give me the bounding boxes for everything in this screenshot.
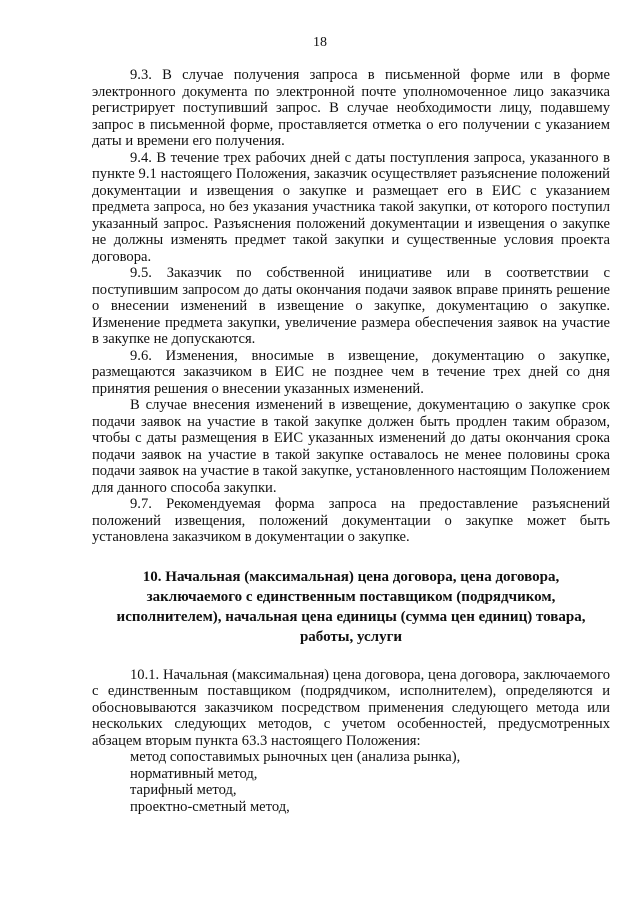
paragraph-9-7: 9.7. Рекомендуемая форма запроса на предоставление разъяснений положений извещения, положений документации о закупке может быть установлена заказчиком в документации о закупке.	[92, 496, 610, 545]
document-body	[92, 67, 610, 815]
section-10-heading: 10. Начальная (максимальная) цена договора, цена договора, заключаемого с единственным поставщиком (подрядчиком, исполнителем), начальная цена единицы (сумма цен единиц) товара, работы, услуги	[116, 568, 586, 645]
page-number: 18	[313, 35, 327, 50]
paragraph-9-3: 9.3. В случае получения запроса в письменной форме или в форме электронного документа по электронной почте уполномоченное лицо заказчика регистрирует поступивший запрос. В случае необходимости лицу, подавшему запрос в письменной форме, проставляется отметка о его получении с указанием даты и времени его получения.	[92, 67, 610, 149]
paragraph-10-1: 10.1. Начальная (максимальная) цена договора, цена договора, заключаемого с единственным поставщиком (подрядчиком, исполнителем), определяются и обосновываются заказчиком посредством применения следующего метода или нескольких следующих методов, с учетом особенностей, предусмотренных абзацем вторым пункта 63.3 настоящего Положения:	[92, 666, 610, 749]
list-item: нормативный метод,	[130, 765, 258, 782]
paragraph-9-6-continued: В случае внесения изменений в извещение, документацию о закупке срок подачи заявок на участие в такой закупке должен быть продлен таким образом, чтобы с даты размещения в ЕИС указанных изменений до даты окончания срока подачи заявок на участие в такой закупке оставалось не менее половины срока подачи заявок на участие в такой закупке, установленного настоящим Положением для данного способа закупки.	[92, 397, 610, 496]
list-item: метод сопоставимых рыночных цен (анализа рынка),	[130, 749, 461, 765]
paragraph-9-4: 9.4. В течение трех рабочих дней с даты поступления запроса, указанного в пункте 9.1 настоящего Положения, заказчик осуществляет разъяснение положений документации и извещения о закупке и размещает его в ЕИС с указанием предмета запроса, но без указания участника такой закупки, от которого поступил указанный запрос. Разъяснения положений документации и извещения о закупке не должны изменять предмет такой закупки и существенные условия проекта договора.	[92, 149, 610, 265]
list-item: тарифный метод,	[130, 782, 237, 798]
paragraph-9-6: 9.6. Изменения, вносимые в извещение, документацию о закупке, размещаются заказчиком в ЕИС не позднее чем в течение трех дней со дня принятия решения о внесении указанных изменений.	[92, 347, 610, 397]
paragraph-9-5: 9.5. Заказчик по собственной инициативе или в соответствии с поступившим запросом до даты окончания подачи заявок вправе принять решение о внесении изменений в извещение о закупке, документацию о закупке. Изменение предмета закупки, увеличение размера обеспечения заявок на участие в закупке не допускаются.	[92, 265, 610, 347]
methods-list	[92, 749, 610, 815]
list-item: проектно-сметный метод,	[130, 798, 290, 815]
